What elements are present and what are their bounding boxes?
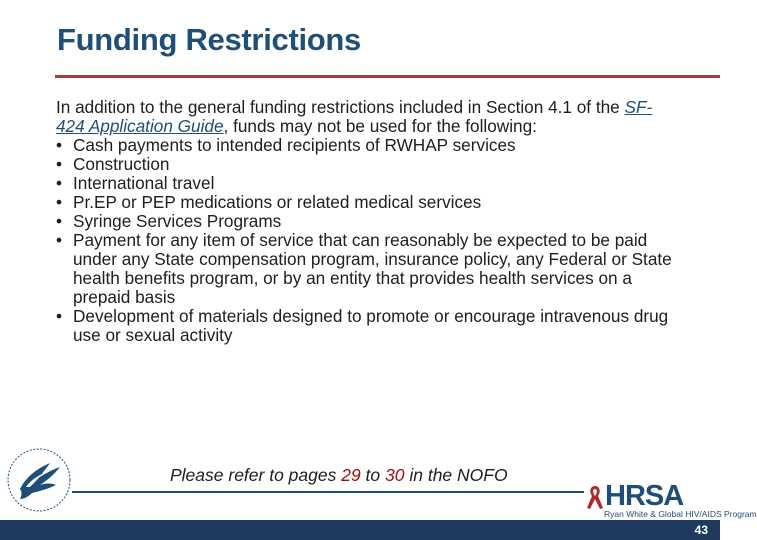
closing-text-before: Please refer to pages xyxy=(170,465,342,485)
list-item-text: Development of materials designed to promote or encourage intravenous drug use or sexual activity xyxy=(73,306,669,345)
list-item-text: International travel xyxy=(73,173,215,193)
sf424-guide-link[interactable]: SF-424 Application Guide xyxy=(56,97,653,136)
list-item-text: Payment for any item of service that can reasonably be expected to be paid under any State compensation program, insurance policy, any Federal or State health benefits program, or by an entity that provides health services on a prepaid basis xyxy=(73,230,672,307)
list-item-text: Cash payments to intended recipients of RWHAP services xyxy=(73,135,516,155)
bullet-icon: • xyxy=(56,306,63,326)
footer-bar xyxy=(0,520,720,540)
slide-number: 43 xyxy=(694,523,708,537)
nofo-reference xyxy=(170,465,508,486)
intro-text-after: , funds may not be used for the following: xyxy=(223,116,537,136)
intro-text-before: In addition to the general funding restrictions included in Section 4.1 of the xyxy=(56,97,625,117)
bullet-icon: • xyxy=(56,192,63,212)
list-item-text: Construction xyxy=(73,154,170,174)
list-item xyxy=(56,193,676,212)
red-ribbon-icon xyxy=(585,484,605,512)
bullet-icon: • xyxy=(56,173,63,193)
list-item xyxy=(56,231,676,307)
list-item xyxy=(56,136,676,155)
list-item xyxy=(56,212,676,231)
restrictions-list xyxy=(56,136,676,345)
hhs-eagle-seal-icon xyxy=(6,447,72,513)
page-start-number: 29 xyxy=(341,465,361,485)
list-item-text: Pr.EP or PEP medications or related medical services xyxy=(73,192,482,212)
page-end-number: 30 xyxy=(385,465,405,485)
list-item-text: Syringe Services Programs xyxy=(73,211,282,231)
title-divider xyxy=(55,75,720,78)
intro-paragraph xyxy=(56,98,676,136)
slide-title: Funding Restrictions xyxy=(57,22,362,57)
bullet-icon: • xyxy=(56,154,63,174)
bullet-icon: • xyxy=(56,230,63,250)
closing-text-mid: to xyxy=(360,465,386,485)
hrsa-program-name: Ryan White & Global HIV/AIDS Program xyxy=(604,509,757,519)
footer-divider xyxy=(72,491,584,493)
hrsa-wordmark: HRSA xyxy=(605,480,684,512)
slide-body xyxy=(56,98,676,345)
list-item xyxy=(56,155,676,174)
bullet-icon: • xyxy=(56,135,63,155)
list-item xyxy=(56,174,676,193)
list-item xyxy=(56,307,676,345)
closing-text-after: in the NOFO xyxy=(404,465,508,485)
hrsa-logo xyxy=(583,480,757,520)
bullet-icon: • xyxy=(56,211,63,231)
